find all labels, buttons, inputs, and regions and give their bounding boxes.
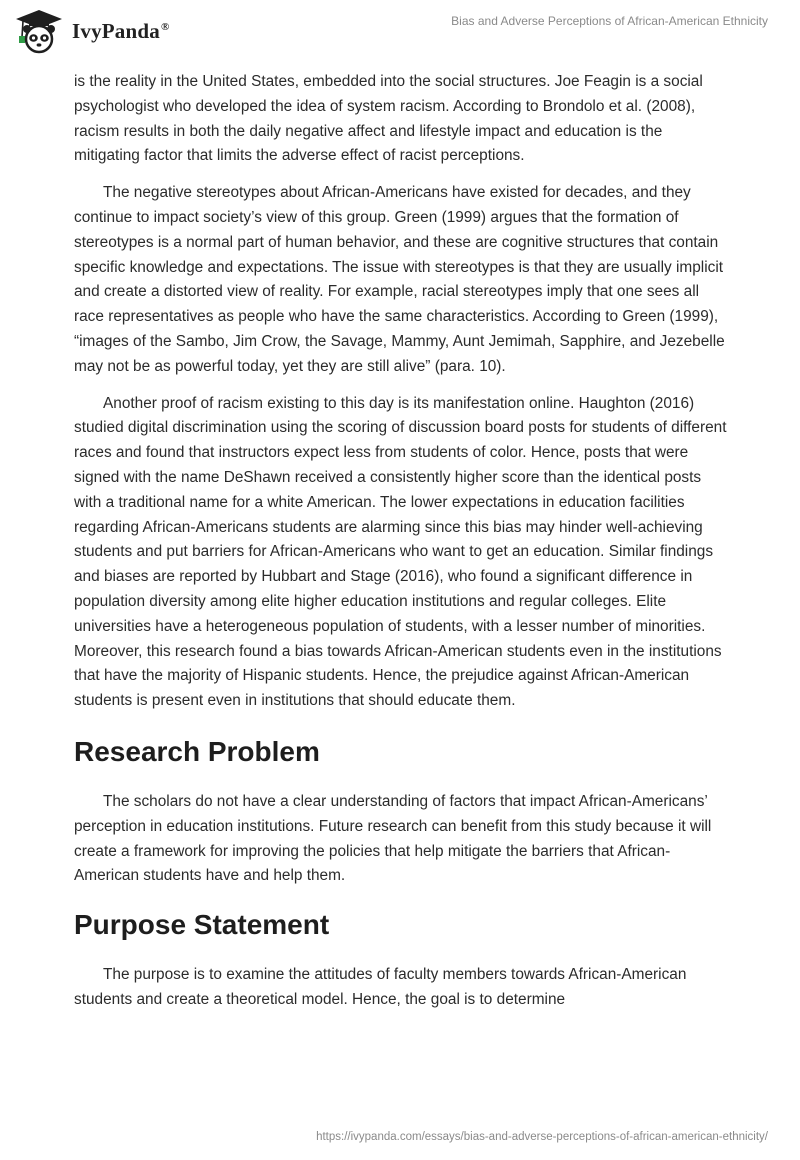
paragraph-3: Another proof of racism existing to this day is its manifestation online. Haughton (2016) studied digital discrimination using the scoring of discussion board posts for students of different races and found that instructors expect less from students of color. Hence, posts that were signed with the name DeShawn received a consistently higher score than the identical posts with a traditional name for a white American. The lower expectations in education facilities regarding African-Americans students are alarming since this bias may hinder well-achieving students and put barriers for African-Americans who want to get an education. Similar findings and biases are reported by Hubbart and Stage (2016), who found a significant difference in population diversity among elite higher education institutions and regular colleges. Elite universities have a heterogeneous population of students, with a lesser number of minorities. Moreover, this research found a bias towards African-American students even in the institutions that have the majority of Hispanic students. Hence, the prejudice against African-American students is present even in institutions that should educate them.	[74, 394, 727, 710]
panda-graduate-icon	[14, 8, 64, 54]
essay-body	[74, 70, 728, 1025]
logo-wordmark	[72, 19, 169, 44]
heading-research-problem: Research Problem	[74, 735, 320, 767]
logo[interactable]	[14, 8, 169, 54]
registered-mark: ®	[160, 20, 170, 33]
source-url[interactable]: https://ivypanda.com/essays/bias-and-adverse-perceptions-of-african-american-ethnicity/	[316, 1131, 768, 1143]
paragraph-1: is the reality in the United States, embedded into the social structures. Joe Feagin is a social psychologist who developed the idea of system racism. According to Brondolo et al. (2008), racism results in both the daily negative affect and lifestyle impact and education is the mitigating factor that limits the adverse effect of racist perceptions.	[74, 73, 703, 165]
paragraph-4: The scholars do not have a clear understanding of factors that impact African-Americans’ perception in education institutions. Future research can benefit from this study because it will create a framework for improving the policies that help mitigate the barriers that African-American students have and help them.	[74, 792, 712, 885]
document-title: Bias and Adverse Perceptions of African-American Ethnicity	[451, 14, 768, 28]
paragraph-2: The negative stereotypes about African-Americans have existed for decades, and they continue to impact society’s view of this group. Green (1999) argues that the formation of stereotypes is a normal part of human behavior, and these are cognitive structures that contain specific knowledge and expectations. The issue with stereotypes is that they are usually implicit and create a distorted view of reality. For example, racial stereotypes imply that one sees all race representatives as people who have the same characteristics. According to Green (1999), “images of the Sambo, Jim Crow, the Savage, Mammy, Aunt Jemimah, Sapphire, and Jezebelle may not be as powerful today, yet they are still alive” (para. 10).	[74, 184, 725, 375]
heading-purpose-statement: Purpose Statement	[74, 909, 330, 941]
page-header	[0, 0, 800, 72]
paragraph-5: The purpose is to examine the attitudes of faculty members towards African-American students and create a theoretical model. Hence, the goal is to determine	[74, 966, 687, 1008]
logo-text: IvyPanda	[72, 18, 160, 43]
